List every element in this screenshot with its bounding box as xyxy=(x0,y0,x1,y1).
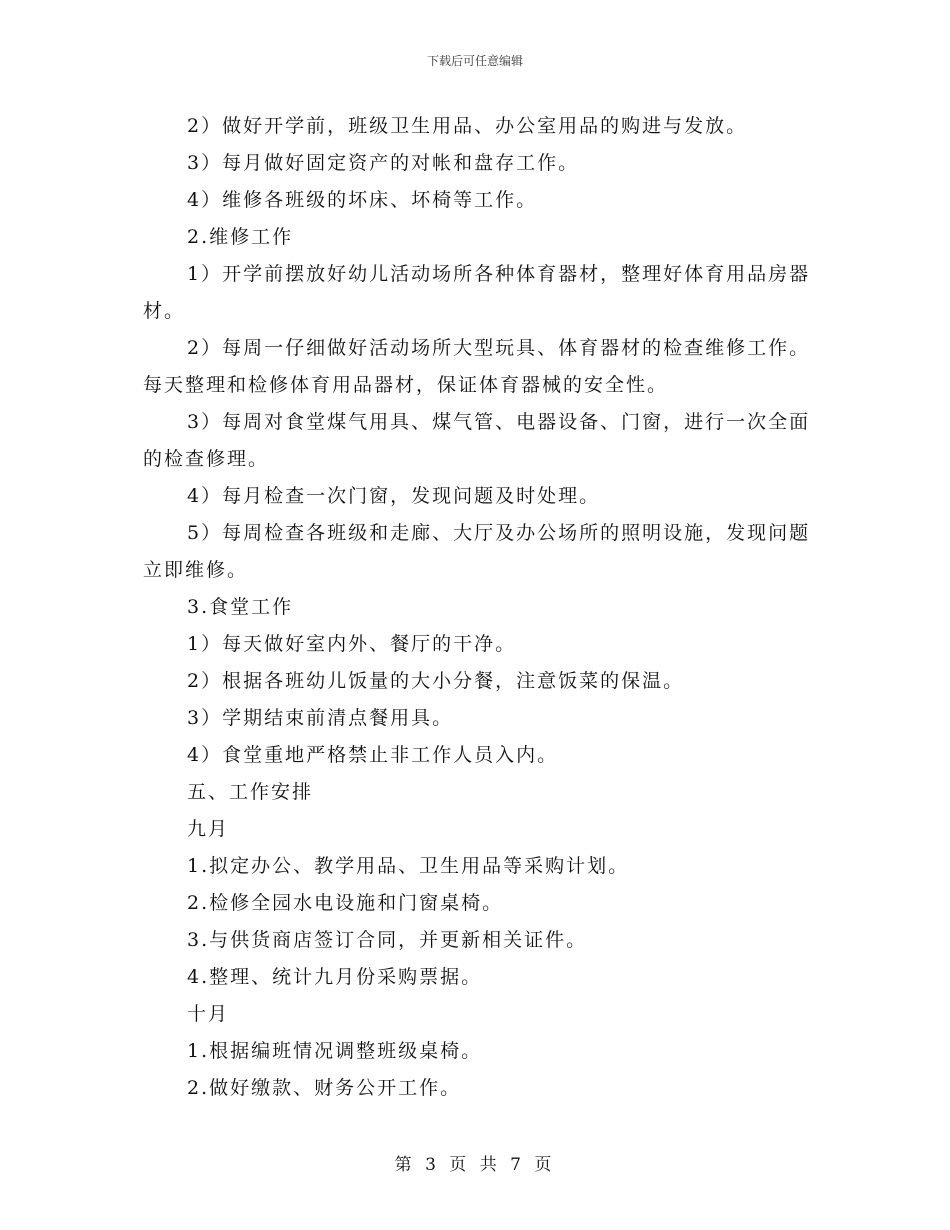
paragraph: 1）每天做好室内外、餐厅的干净。 xyxy=(187,633,517,655)
paragraph: 4）维修各班级的坏床、坏椅等工作。 xyxy=(187,189,538,211)
paragraph: 3）学期结束前清点餐用具。 xyxy=(187,707,454,729)
month-heading: 十月 xyxy=(187,1003,230,1025)
paragraph: 2）做好开学前，班级卫生用品、办公室用品的购进与发放。 xyxy=(187,115,748,137)
document-body xyxy=(143,108,813,1107)
page-number: 第 3 页 共 7 页 xyxy=(394,1155,556,1175)
paragraph: 2.做好缴款、财务公开工作。 xyxy=(187,1077,462,1099)
paragraph: 1）开学前摆放好幼儿活动场所各种体育器材，整理好体育用品房器材。 xyxy=(143,263,811,322)
month-heading: 九月 xyxy=(187,818,230,840)
paragraph: 3.与供货商店签订合同，并更新相关证件。 xyxy=(187,929,588,951)
paragraph: 4）每月检查一次门窗，发现问题及时处理。 xyxy=(187,485,601,507)
paragraph: 4）食堂重地严格禁止非工作人员入内。 xyxy=(187,744,559,766)
section-heading: 五、工作安排 xyxy=(187,781,314,803)
paragraph: 5）每周检查各班级和走廊、大厅及办公场所的照明设施，发现问题立即维修。 xyxy=(143,522,811,581)
paragraph: 4.整理、统计九月份采购票据。 xyxy=(187,966,483,988)
paragraph: 2.检修全园水电设施和门窗桌椅。 xyxy=(187,892,504,914)
paragraph: 1.根据编班情况调整班级桌椅。 xyxy=(187,1040,483,1062)
paragraph: 2）每周一仔细做好活动场所大型玩具、体育器材的检查维修工作。每天整理和检修体育用品器材，保证体育器械的安全性。 xyxy=(143,337,811,396)
paragraph: 3）每周对食堂煤气用具、煤气管、电器设备、门窗，进行一次全面的检查修理。 xyxy=(143,411,811,470)
paragraph: 1.拟定办公、教学用品、卫生用品等采购计划。 xyxy=(187,855,630,877)
section-heading: 3.食堂工作 xyxy=(187,596,294,618)
paragraph: 3）每月做好固定资产的对帐和盘存工作。 xyxy=(187,152,580,174)
page-header: 下载后可任意编辑 xyxy=(426,54,523,68)
paragraph: 2）根据各班幼儿饭量的大小分餐，注意饭菜的保温。 xyxy=(187,670,685,692)
section-heading: 2.维修工作 xyxy=(187,226,294,248)
